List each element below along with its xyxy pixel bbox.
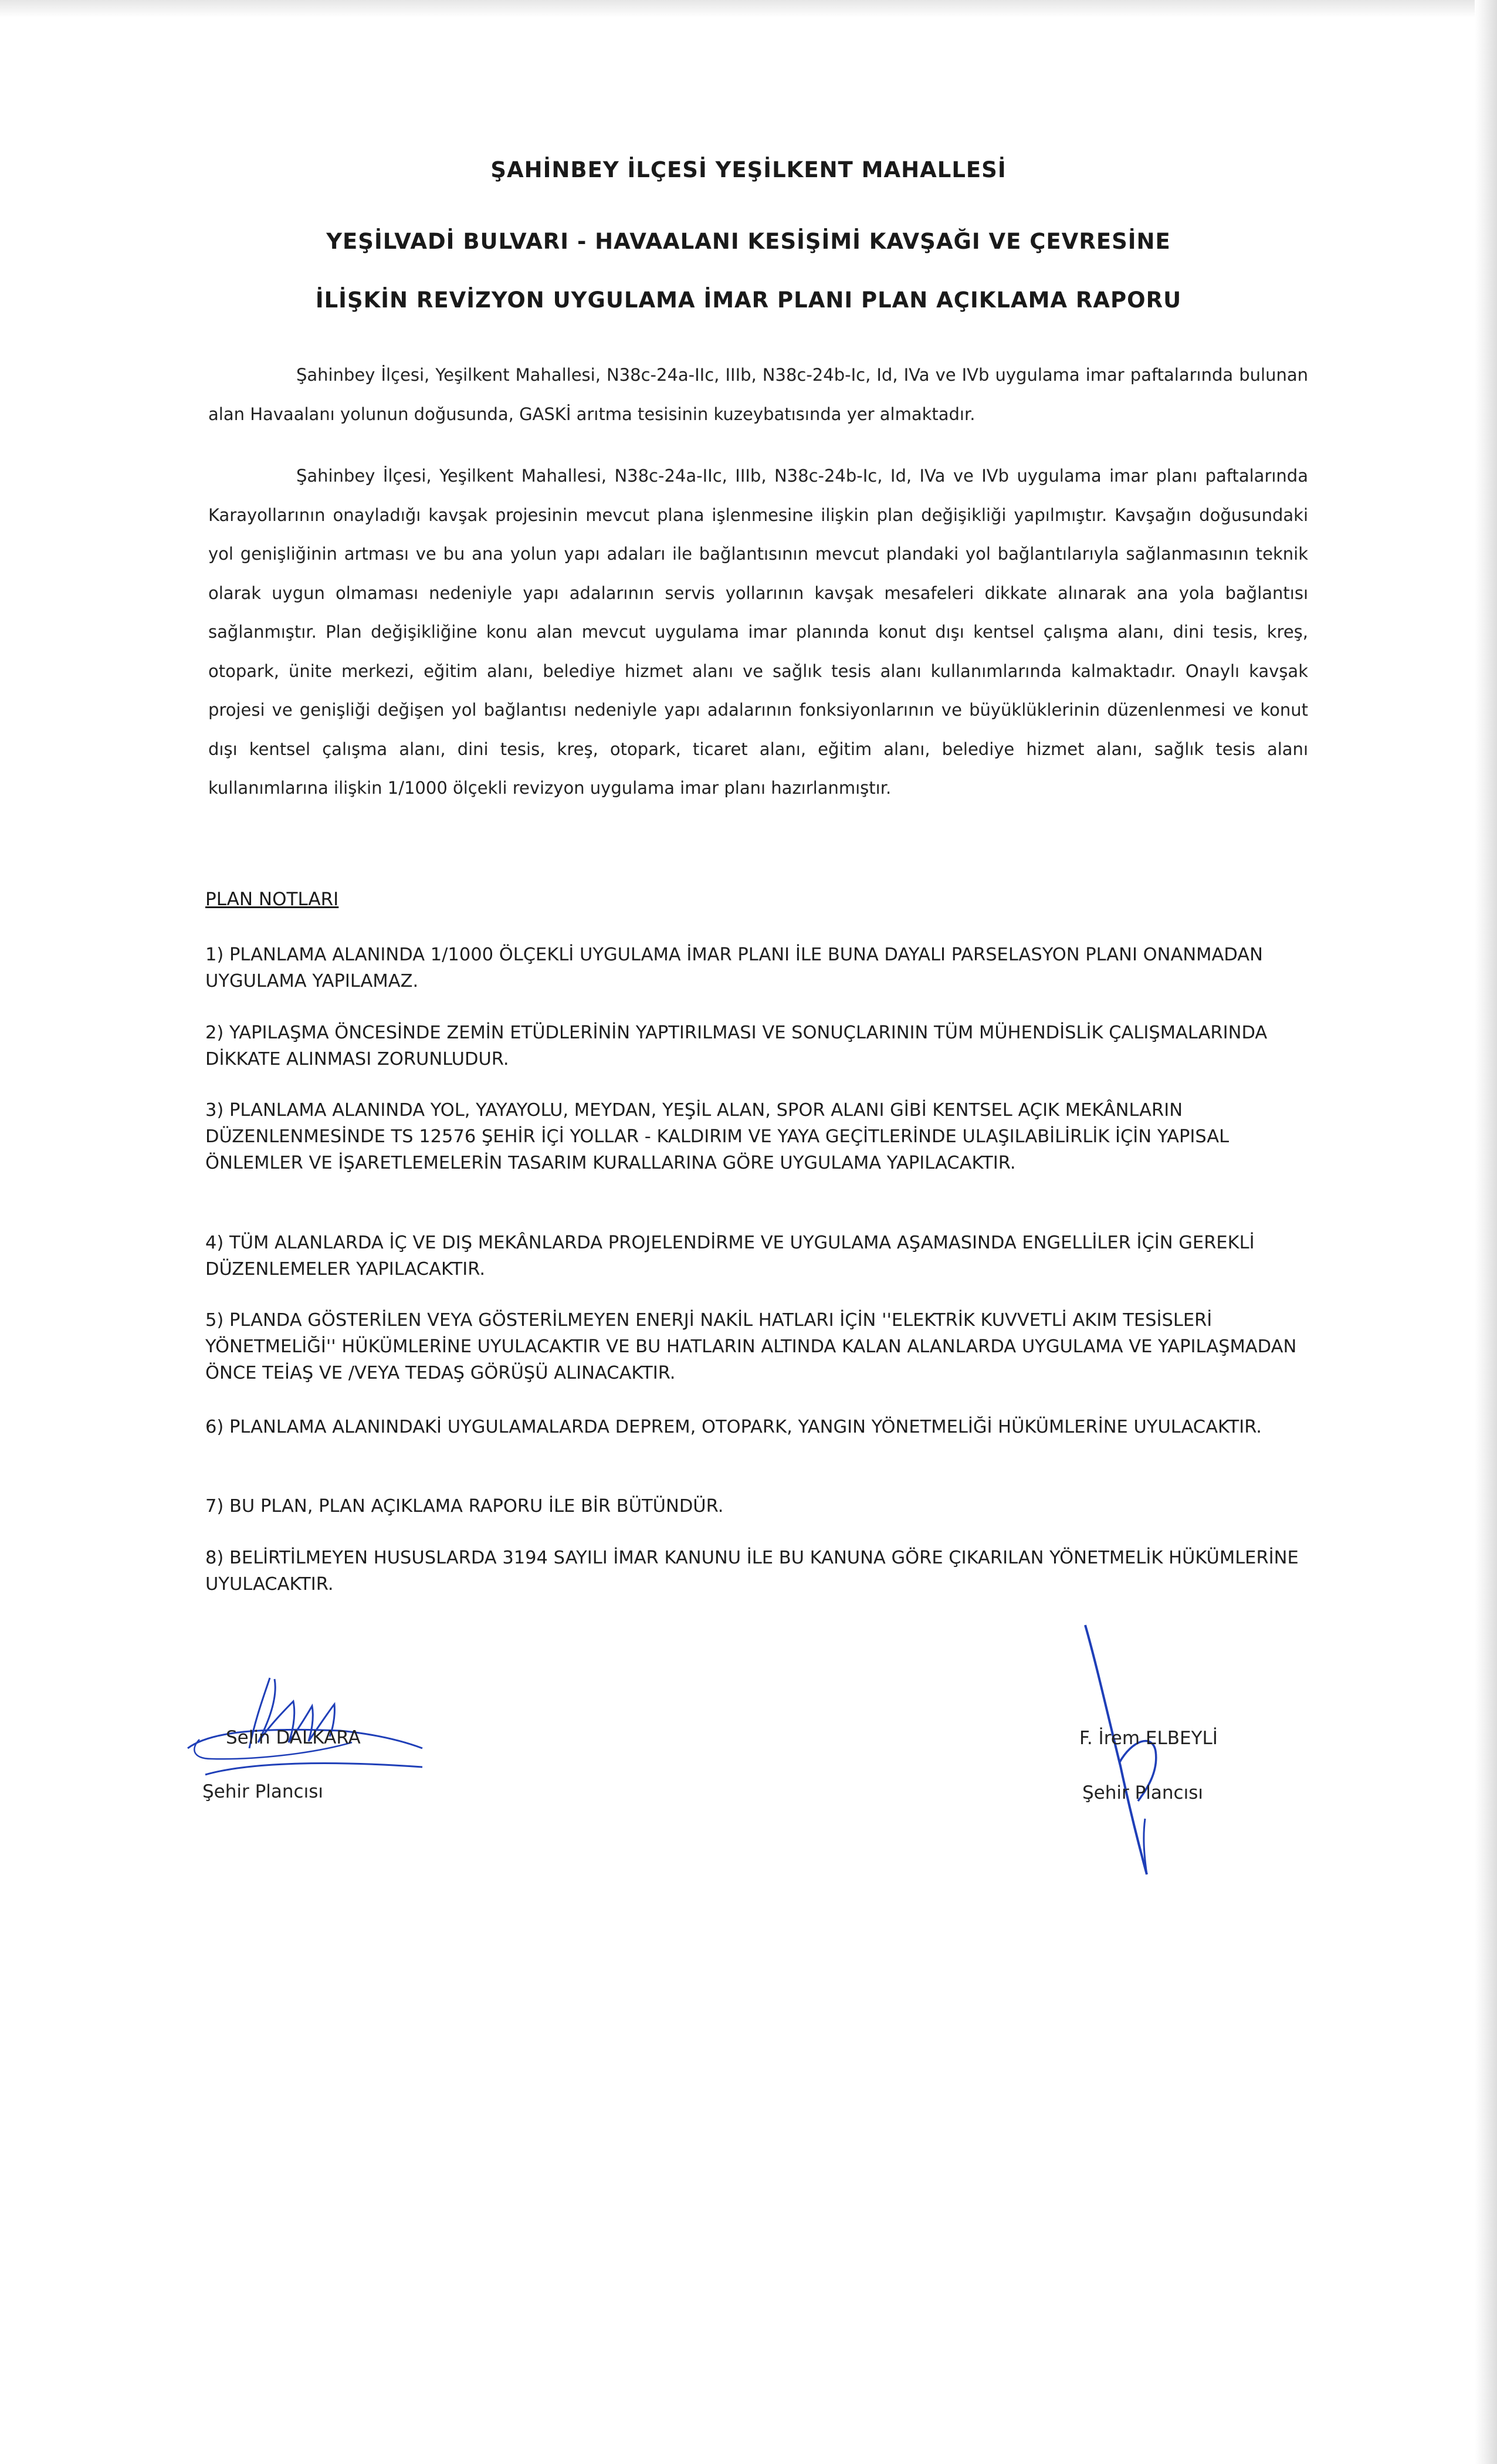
plan-note-2: 2) YAPILAŞMA ÖNCESİNDE ZEMİN ETÜDLERİNİN YAPTIRILMASI VE SONUÇLARININ TÜM MÜHENDİSLİK ÇALIŞMALARINDA DİKKATE ALINMASI ZORUNLUDUR. — [205, 1023, 1268, 1069]
plan-note-7: 7) BU PLAN, PLAN AÇIKLAMA RAPORU İLE BİR BÜTÜNDÜR. — [205, 1496, 724, 1517]
plan-note-3: 3) PLANLAMA ALANINDA YOL, YAYAYOLU, MEYDAN, YEŞİL ALAN, SPOR ALANI GİBİ KENTSEL AÇIK MEKÂNLARIN DÜZENLENMESİNDE TS 12576 ŞEHİR İÇİ YOLLAR - KALDIRIM VE YAYA GEÇİTLERİNDE ULAŞILABİLİRLİK İÇİN YAPISAL ÖNLEMLER VE İŞARETLEMELERİN TASARIM KURALLARINA GÖRE UYGULAMA YAPILACAKTIR. — [205, 1100, 1230, 1173]
scan-shadow-top — [0, 0, 1497, 18]
plan-note-8: 8) BELİRTİLMEYEN HUSUSLARDA 3194 SAYILI İMAR KANUNU İLE BU KANUNA GÖRE ÇIKARILAN YÖNETMELİK HÜKÜMLERİNE UYULACAKTIR. — [205, 1548, 1299, 1595]
scan-shadow-right — [1475, 0, 1497, 2464]
plan-note-4: 4) TÜM ALANLARDA İÇ VE DIŞ MEKÂNLARDA PROJELENDİRME VE UYGULAMA AŞAMASINDA ENGELLİLER İÇİN GEREKLİ DÜZENLEMELER YAPILACAKTIR. — [205, 1233, 1255, 1280]
signatory-right-name: F. İrem ELBEYLİ — [1079, 1728, 1218, 1749]
plan-note-6: 6) PLANLAMA ALANINDAKİ UYGULAMALARDA DEPREM, OTOPARK, YANGIN YÖNETMELİĞİ HÜKÜMLERİNE UYULACAKTIR. — [205, 1417, 1262, 1437]
description-paragraph: Şahinbey İlçesi, Yeşilkent Mahallesi, N38c-24a-IIc, IIIb, N38c-24b-Ic, Id, IVa ve IVb uygulama imar planı paftalarında Karayollarının onayladığı kavşak projesinin mevcut plana işlenmesine ilişkin plan değişikliği yapılmıştır. Kavşağın doğusundaki yol genişliğinin artması ve bu ana yolun yapı adaları ile bağlantısının mevcut plandaki yol bağlantılarıyla sağlanmasının teknik olarak uygun olmaması nedeniyle yapı adalarının servis yollarının kavşak mesafeleri dikkate alınarak ana yola bağlantısı sağlanmıştır. Plan değişikliğine konu alan mevcut uygulama imar planında konut dışı kentsel çalışma alanı, dini tesis, kreş, otopark, ünite merkezi, eğitim alanı, belediye hizmet alanı ve sağlık tesis alanı kullanımlarında kalmaktadır. Onaylı kavşak projesi ve genişliği değişen yol bağlantısı nedeniyle yapı adalarının fonksiyonlarının ve büyüklüklerinin düzenlenmesi ve konut dışı kentsel çalışma alanı, dini tesis, kreş, otopark, ticaret alanı, eğitim alanı, belediye hizmet alanı, sağlık tesis alanı kullanımlarına ilişkin 1/1000 ölçekli revizyon uygulama imar planı hazırlanmıştır. — [208, 466, 1308, 798]
title-line-3: İLİŞKİN REVİZYON UYGULAMA İMAR PLANI PLAN AÇIKLAMA RAPORU — [315, 287, 1182, 313]
signature-left-icon — [176, 1660, 434, 1778]
plan-note-1: 1) PLANLAMA ALANINDA 1/1000 ÖLÇEKLİ UYGULAMA İMAR PLANI İLE BUNA DAYALI PARSELASYON PLANI ONANMADAN UYGULAMA YAPILAMAZ. — [205, 945, 1263, 991]
intro-paragraph: Şahinbey İlçesi, Yeşilkent Mahallesi, N38c-24a-IIc, IIIb, N38c-24b-Ic, Id, IVa ve IVb uygulama imar paftalarında bulunan alan Havaalanı yolunun doğusunda, GASKİ arıtma tesisinin kuzeybatısında yer almaktadır. — [208, 365, 1308, 424]
plan-notes-heading: PLAN NOTLARI — [205, 889, 339, 910]
signatory-right-title: Şehir Plancısı — [1082, 1782, 1203, 1803]
plan-note-5: 5) PLANDA GÖSTERİLEN VEYA GÖSTERİLMEYEN ENERJİ NAKİL HATLARI İÇİN ''ELEKTRİK KUVVETLİ AKIM TESİSLERİ YÖNETMELİĞİ'' HÜKÜMLERİNE UYULACAKTIR VE BU HATLARIN ALTINDA KALAN ALANLARDA UYGULAMA VE YAPILAŞMADAN ÖNCE TEİAŞ VE /VEYA TEDAŞ GÖRÜŞÜ ALINACAKTIR. — [205, 1310, 1297, 1383]
title-line-1: ŞAHİNBEY İLÇESİ YEŞİLKENT MAHALLESİ — [490, 157, 1007, 182]
signatory-left-title: Şehir Plancısı — [202, 1781, 323, 1802]
signatory-left-name: Selin DALKARA — [226, 1727, 361, 1748]
title-line-2: YEŞİLVADİ BULVARI - HAVAALANI KESİŞİMİ KAVŞAĞI VE ÇEVRESİNE — [326, 229, 1171, 254]
